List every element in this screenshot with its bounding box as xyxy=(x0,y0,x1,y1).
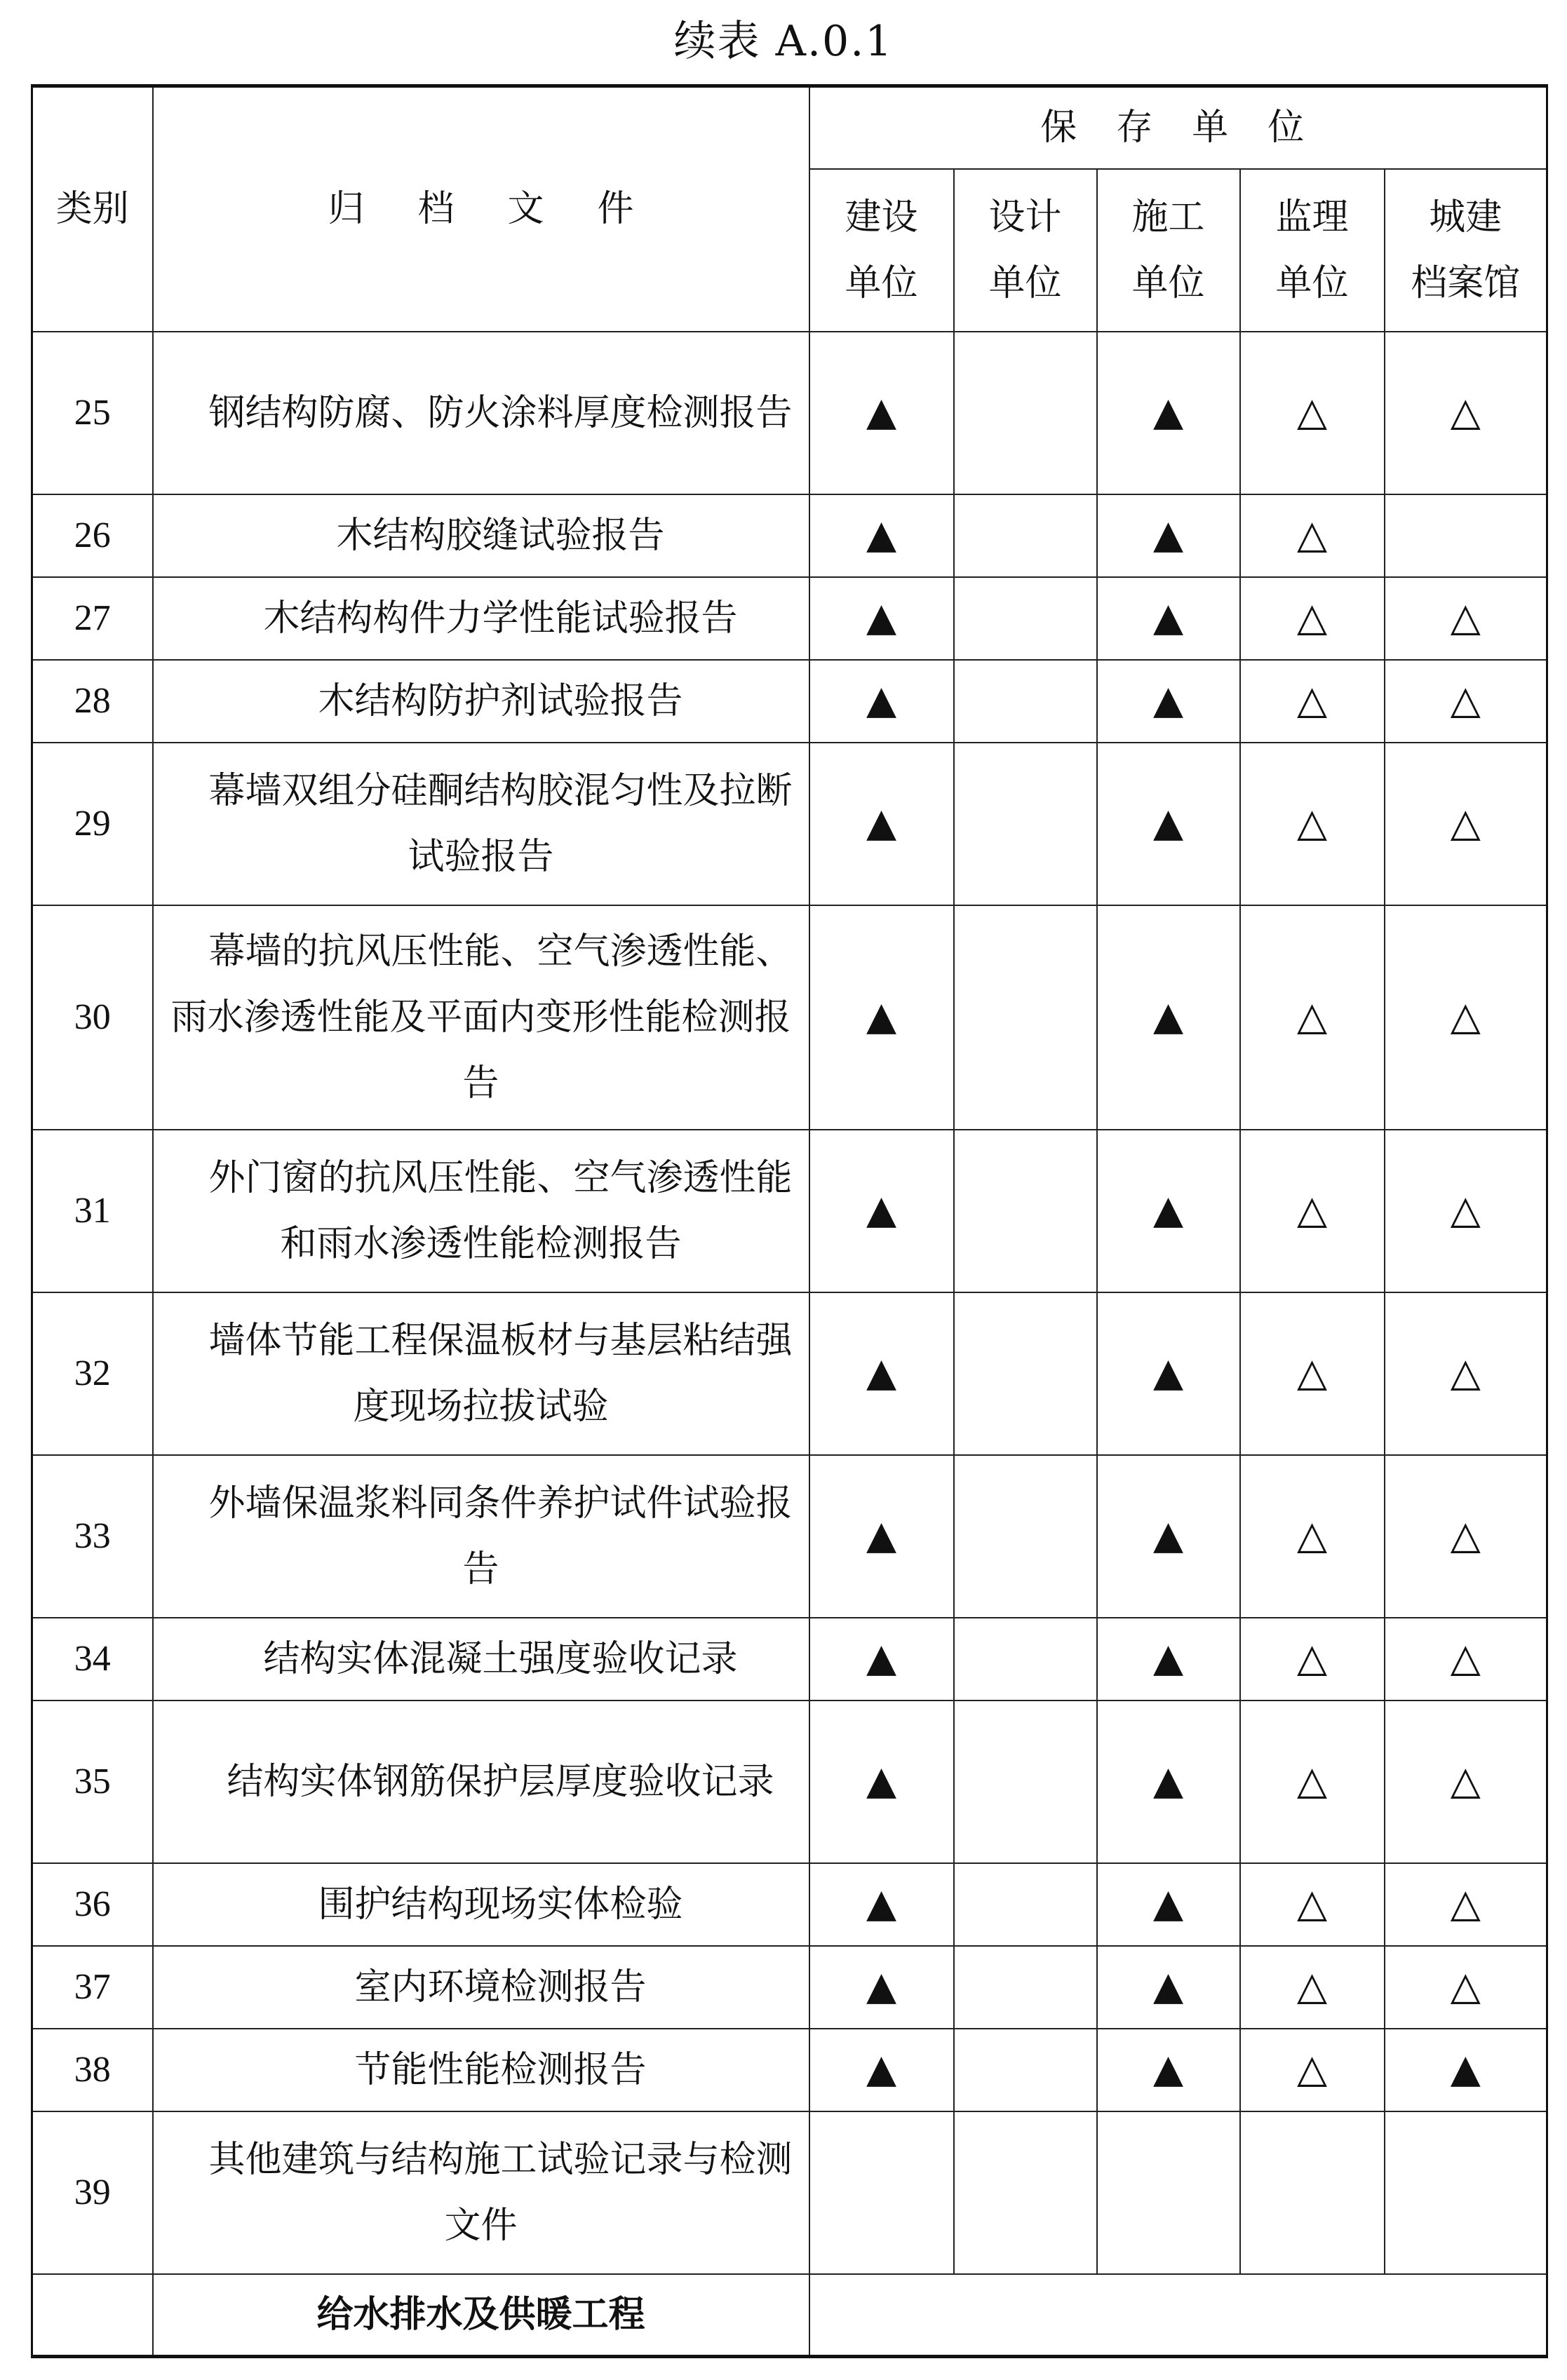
hollow-triangle-icon: △ xyxy=(1450,1187,1481,1233)
filled-triangle-icon: ▲ xyxy=(866,1513,897,1558)
document-name: 结构实体混凝土强度验收记录 xyxy=(153,1618,809,1701)
document-name: 钢结构防腐、防火涂料厚度检测报告 xyxy=(153,332,809,494)
mark-urban-archive xyxy=(1385,577,1547,660)
filled-triangle-icon: ▲ xyxy=(1152,1187,1184,1233)
table-row xyxy=(32,1130,1547,1292)
document-name: 幕墙双组分硅酮结构胶混匀性及拉断试验报告 xyxy=(153,743,809,905)
document-name: 室内环境检测报告 xyxy=(153,1946,809,2029)
filled-triangle-icon: ▲ xyxy=(866,1963,897,2009)
filled-triangle-icon: ▲ xyxy=(866,595,897,640)
mark-supervision-unit xyxy=(1240,743,1385,905)
storage-unit-header: 保存单位 xyxy=(809,86,1547,169)
document-name: 外墙保温浆料同条件养护试件试验报告 xyxy=(153,1455,809,1618)
hollow-triangle-icon: △ xyxy=(1296,800,1328,846)
mark-construction-unit xyxy=(809,1946,954,2029)
table-row xyxy=(32,2029,1547,2111)
row-number: 27 xyxy=(32,577,153,660)
hollow-triangle-icon: △ xyxy=(1450,994,1481,1039)
mark-supervision-unit xyxy=(1240,577,1385,660)
hollow-triangle-icon: △ xyxy=(1296,994,1328,1039)
filled-triangle-icon: ▲ xyxy=(866,1758,897,1804)
row-number: 31 xyxy=(32,1130,153,1292)
document-name: 木结构防护剂试验报告 xyxy=(153,660,809,743)
mark-builder-unit xyxy=(1097,577,1240,660)
table-row xyxy=(32,660,1547,743)
filled-triangle-icon: ▲ xyxy=(866,512,897,557)
mark-builder-unit xyxy=(1097,2029,1240,2111)
file-header: 归 档 文 件 xyxy=(153,86,809,332)
mark-construction-unit xyxy=(809,660,954,743)
mark-urban-archive xyxy=(1385,1946,1547,2029)
hollow-triangle-icon: △ xyxy=(1450,677,1481,723)
hollow-triangle-icon: △ xyxy=(1296,1963,1328,2009)
hollow-triangle-icon: △ xyxy=(1296,1881,1328,1926)
row-number: 35 xyxy=(32,1701,153,1863)
filled-triangle-icon: ▲ xyxy=(866,1187,897,1233)
mark-construction-unit xyxy=(809,1130,954,1292)
mark-urban-archive xyxy=(1385,660,1547,743)
hollow-triangle-icon: △ xyxy=(1450,1350,1481,1395)
document-name: 幕墙的抗风压性能、空气渗透性能、雨水渗透性能及平面内变形性能检测报告 xyxy=(153,905,809,1130)
filled-triangle-icon: ▲ xyxy=(1152,677,1184,723)
table-row xyxy=(32,905,1547,1130)
table-title: 续表 A.0.1 xyxy=(673,17,894,66)
mark-urban-archive xyxy=(1385,1863,1547,1946)
row-number: 37 xyxy=(32,1946,153,2029)
mark-builder-unit xyxy=(1097,1130,1240,1292)
mark-urban-archive xyxy=(1385,1618,1547,1701)
mark-construction-unit xyxy=(809,1701,954,1863)
hollow-triangle-icon: △ xyxy=(1296,1758,1328,1804)
mark-builder-unit xyxy=(1097,1863,1240,1946)
row-number: 26 xyxy=(32,494,153,577)
filled-triangle-icon: ▲ xyxy=(1152,1881,1184,1926)
filled-triangle-icon: ▲ xyxy=(866,800,897,846)
mark-construction-unit xyxy=(809,1863,954,1946)
filled-triangle-icon: ▲ xyxy=(1450,2046,1481,2092)
mark-urban-archive xyxy=(1385,743,1547,905)
unit-header-supervision: 监理 单位 xyxy=(1240,169,1385,332)
hollow-triangle-icon: △ xyxy=(1296,1187,1328,1233)
mark-construction-unit xyxy=(809,1618,954,1701)
filled-triangle-icon: ▲ xyxy=(866,677,897,723)
mark-construction-unit xyxy=(809,905,954,1130)
mark-construction-unit xyxy=(809,2029,954,2111)
mark-builder-unit xyxy=(1097,1292,1240,1455)
filled-triangle-icon: ▲ xyxy=(1152,2046,1184,2092)
table-row xyxy=(32,1863,1547,1946)
mark-construction-unit xyxy=(809,1455,954,1618)
table-row xyxy=(32,494,1547,577)
mark-design-unit xyxy=(954,905,1097,1130)
table-row xyxy=(32,1618,1547,1701)
hollow-triangle-icon: △ xyxy=(1450,389,1481,435)
filled-triangle-icon: ▲ xyxy=(866,994,897,1039)
mark-builder-unit xyxy=(1097,332,1240,494)
archive-table xyxy=(31,84,1548,2358)
mark-construction-unit xyxy=(809,2111,954,2274)
mark-supervision-unit xyxy=(1240,332,1385,494)
filled-triangle-icon: ▲ xyxy=(1152,595,1184,640)
filled-triangle-icon: ▲ xyxy=(1152,994,1184,1039)
mark-supervision-unit xyxy=(1240,1292,1385,1455)
hollow-triangle-icon: △ xyxy=(1450,595,1481,640)
mark-builder-unit xyxy=(1097,905,1240,1130)
mark-design-unit xyxy=(954,332,1097,494)
mark-builder-unit xyxy=(1097,2111,1240,2274)
filled-triangle-icon: ▲ xyxy=(1152,1635,1184,1681)
filled-triangle-icon: ▲ xyxy=(1152,1350,1184,1395)
unit-header-construction: 建设 单位 xyxy=(809,169,954,332)
filled-triangle-icon: ▲ xyxy=(1152,512,1184,557)
mark-design-unit xyxy=(954,1863,1097,1946)
mark-urban-archive xyxy=(1385,2111,1547,2274)
unit-header-design: 设计 单位 xyxy=(954,169,1097,332)
hollow-triangle-icon: △ xyxy=(1450,1635,1481,1681)
document-name: 结构实体钢筋保护层厚度验收记录 xyxy=(153,1701,809,1863)
row-number: 29 xyxy=(32,743,153,905)
hollow-triangle-icon: △ xyxy=(1450,800,1481,846)
hollow-triangle-icon: △ xyxy=(1296,389,1328,435)
mark-builder-unit xyxy=(1097,1701,1240,1863)
mark-supervision-unit xyxy=(1240,905,1385,1130)
mark-urban-archive xyxy=(1385,905,1547,1130)
unit-header-archive: 城建 档案馆 xyxy=(1385,169,1547,332)
hollow-triangle-icon: △ xyxy=(1296,2046,1328,2092)
hollow-triangle-icon: △ xyxy=(1296,512,1328,557)
filled-triangle-icon: ▲ xyxy=(1152,389,1184,435)
mark-design-unit xyxy=(954,494,1097,577)
filled-triangle-icon: ▲ xyxy=(866,1350,897,1395)
row-number: 36 xyxy=(32,1863,153,1946)
mark-design-unit xyxy=(954,577,1097,660)
mark-builder-unit xyxy=(1097,1946,1240,2029)
mark-urban-archive xyxy=(1385,1455,1547,1618)
filled-triangle-icon: ▲ xyxy=(866,389,897,435)
mark-supervision-unit xyxy=(1240,1946,1385,2029)
mark-construction-unit xyxy=(809,577,954,660)
hollow-triangle-icon: △ xyxy=(1296,1513,1328,1558)
table-row xyxy=(32,1946,1547,2029)
mark-design-unit xyxy=(954,1701,1097,1863)
row-number: 30 xyxy=(32,905,153,1130)
section-row xyxy=(32,2274,1547,2357)
filled-triangle-icon: ▲ xyxy=(866,2046,897,2092)
row-number: 28 xyxy=(32,660,153,743)
category-header: 类别 xyxy=(32,86,153,332)
mark-builder-unit xyxy=(1097,660,1240,743)
filled-triangle-icon: ▲ xyxy=(866,1635,897,1681)
document-name: 节能性能检测报告 xyxy=(153,2029,809,2111)
hollow-triangle-icon: △ xyxy=(1296,1635,1328,1681)
row-number: 34 xyxy=(32,1618,153,1701)
section-label: 给水排水及供暖工程 xyxy=(153,2274,809,2357)
table-body xyxy=(32,86,1547,2357)
hollow-triangle-icon: △ xyxy=(1296,1350,1328,1395)
document-name: 其他建筑与结构施工试验记录与检测文件 xyxy=(153,2111,809,2274)
mark-supervision-unit xyxy=(1240,660,1385,743)
filled-triangle-icon: ▲ xyxy=(1152,1758,1184,1804)
mark-urban-archive xyxy=(1385,332,1547,494)
mark-supervision-unit xyxy=(1240,2111,1385,2274)
mark-supervision-unit xyxy=(1240,1701,1385,1863)
mark-design-unit xyxy=(954,2111,1097,2274)
filled-triangle-icon: ▲ xyxy=(866,1881,897,1926)
mark-design-unit xyxy=(954,660,1097,743)
mark-construction-unit xyxy=(809,332,954,494)
header-row-1 xyxy=(32,86,1547,169)
row-number: 38 xyxy=(32,2029,153,2111)
unit-header-builder: 施工 单位 xyxy=(1097,169,1240,332)
section-empty-cell xyxy=(32,2274,153,2357)
row-number: 39 xyxy=(32,2111,153,2274)
hollow-triangle-icon: △ xyxy=(1450,1513,1481,1558)
mark-urban-archive xyxy=(1385,1701,1547,1863)
mark-supervision-unit xyxy=(1240,2029,1385,2111)
mark-urban-archive xyxy=(1385,494,1547,577)
mark-design-unit xyxy=(954,743,1097,905)
mark-design-unit xyxy=(954,1946,1097,2029)
hollow-triangle-icon: △ xyxy=(1450,1758,1481,1804)
document-name: 木结构胶缝试验报告 xyxy=(153,494,809,577)
table-row xyxy=(32,743,1547,905)
hollow-triangle-icon: △ xyxy=(1450,1881,1481,1926)
table-row xyxy=(32,332,1547,494)
filled-triangle-icon: ▲ xyxy=(1152,1963,1184,2009)
mark-builder-unit xyxy=(1097,1455,1240,1618)
mark-design-unit xyxy=(954,1455,1097,1618)
filled-triangle-icon: ▲ xyxy=(1152,800,1184,846)
mark-supervision-unit xyxy=(1240,1618,1385,1701)
mark-builder-unit xyxy=(1097,494,1240,577)
document-name: 木结构构件力学性能试验报告 xyxy=(153,577,809,660)
mark-builder-unit xyxy=(1097,1618,1240,1701)
document-name: 墙体节能工程保温板材与基层粘结强度现场拉拔试验 xyxy=(153,1292,809,1455)
mark-design-unit xyxy=(954,1292,1097,1455)
row-number: 32 xyxy=(32,1292,153,1455)
mark-supervision-unit xyxy=(1240,1455,1385,1618)
mark-construction-unit xyxy=(809,494,954,577)
mark-urban-archive xyxy=(1385,1292,1547,1455)
row-number: 25 xyxy=(32,332,153,494)
mark-design-unit xyxy=(954,2029,1097,2111)
mark-design-unit xyxy=(954,1618,1097,1701)
row-number: 33 xyxy=(32,1455,153,1618)
mark-supervision-unit xyxy=(1240,1863,1385,1946)
mark-design-unit xyxy=(954,1130,1097,1292)
mark-builder-unit xyxy=(1097,743,1240,905)
document-name: 外门窗的抗风压性能、空气渗透性能和雨水渗透性能检测报告 xyxy=(153,1130,809,1292)
table-row xyxy=(32,1701,1547,1863)
table-row xyxy=(32,2111,1547,2274)
mark-urban-archive xyxy=(1385,2029,1547,2111)
mark-construction-unit xyxy=(809,743,954,905)
document-name: 围护结构现场实体检验 xyxy=(153,1863,809,1946)
mark-construction-unit xyxy=(809,1292,954,1455)
table-row xyxy=(32,577,1547,660)
table-row xyxy=(32,1292,1547,1455)
hollow-triangle-icon: △ xyxy=(1296,677,1328,723)
mark-supervision-unit xyxy=(1240,1130,1385,1292)
filled-triangle-icon: ▲ xyxy=(1152,1513,1184,1558)
table-row xyxy=(32,1455,1547,1618)
mark-urban-archive xyxy=(1385,1130,1547,1292)
section-marks-cell xyxy=(809,2274,1547,2357)
hollow-triangle-icon: △ xyxy=(1296,595,1328,640)
hollow-triangle-icon: △ xyxy=(1450,1963,1481,2009)
mark-supervision-unit xyxy=(1240,494,1385,577)
